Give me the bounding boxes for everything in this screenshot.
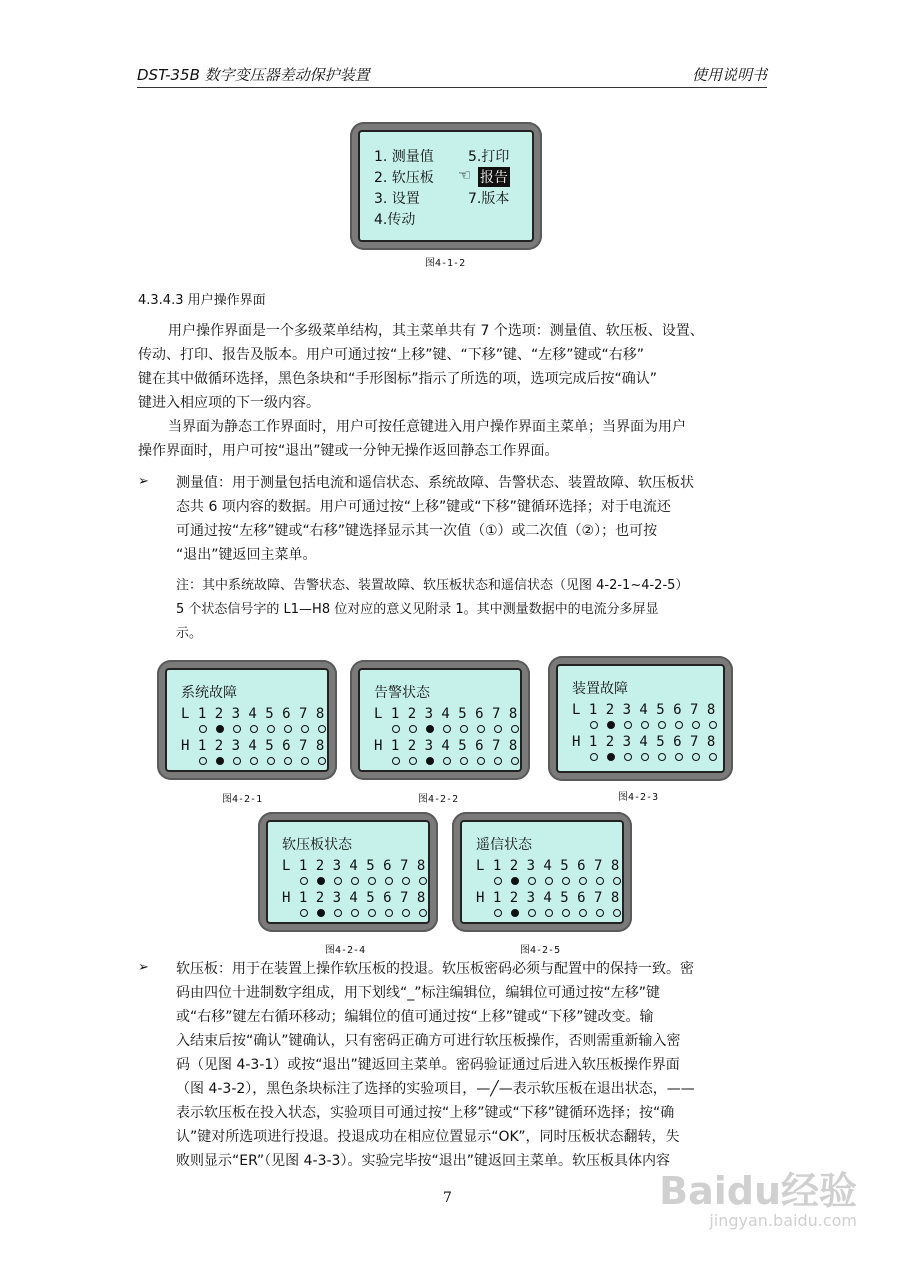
indicator-off bbox=[590, 721, 598, 729]
text-line: “退出”键返回主菜单。 bbox=[176, 547, 317, 563]
indicator-off bbox=[402, 877, 410, 885]
text-line: 软压板：用于在装置上操作软压板的投退。软压板密码必须与配置中的保持一致。密 bbox=[176, 961, 694, 977]
indicator-off bbox=[545, 877, 553, 885]
status-lcd bbox=[350, 660, 530, 780]
indicator-off bbox=[392, 757, 400, 765]
indicator-off bbox=[351, 877, 359, 885]
text-line: 示。 bbox=[176, 626, 203, 641]
lcd-screen bbox=[460, 820, 624, 924]
indicator-off bbox=[692, 721, 700, 729]
bullet-arrow-icon: ➢ bbox=[138, 960, 149, 975]
low-bits-indicators bbox=[392, 724, 528, 734]
menu-item-version: 7.版本 bbox=[468, 191, 510, 207]
indicator-off bbox=[334, 909, 342, 917]
indicator-off bbox=[528, 909, 536, 917]
status-title: 软压板状态 bbox=[282, 837, 352, 853]
indicator-off bbox=[385, 909, 393, 917]
watermark-url: jingyan.baidu.com bbox=[709, 1211, 857, 1230]
indicator-off bbox=[545, 909, 553, 917]
indicator-off bbox=[477, 757, 485, 765]
indicator-off bbox=[494, 725, 502, 733]
indicator-off bbox=[385, 877, 393, 885]
high-bits-indicators bbox=[392, 756, 528, 766]
indicator-off bbox=[301, 757, 309, 765]
indicator-off bbox=[199, 725, 207, 733]
indicator-off bbox=[443, 757, 451, 765]
header-rule bbox=[137, 87, 767, 88]
status-title: 告警状态 bbox=[374, 685, 430, 701]
indicator-off bbox=[692, 753, 700, 761]
indicator-off bbox=[392, 725, 400, 733]
indicator-on bbox=[607, 721, 615, 729]
low-bits-label: L 1 2 3 4 5 6 7 8 bbox=[181, 706, 325, 722]
low-bits-label: L 1 2 3 4 5 6 7 8 bbox=[476, 858, 620, 874]
indicator-off bbox=[596, 909, 604, 917]
indicator-off bbox=[494, 909, 502, 917]
text-line: 态共 6 项内容的数据。用户可通过按“上移”键或“下移”键循环选择；对于电流还 bbox=[176, 499, 671, 515]
figure-caption: 图4-2-1 bbox=[222, 794, 263, 805]
menu-item-settings: 3. 设置 bbox=[374, 191, 420, 207]
hand-pointer-icon: ☜ bbox=[458, 166, 472, 184]
indicator-off bbox=[460, 757, 468, 765]
text-line: 测量值：用于测量包括电流和遥信状态、系统故障、告警状态、装置故障、软压板状 bbox=[176, 475, 694, 491]
text-line: 可通过按“左移”键或“右移”键选择显示其一次值（①）或二次值（②）；也可按 bbox=[176, 523, 658, 539]
text-line: 表示软压板在投入状态，实验项目可通过按“上移”键或“下移”键循环选择；按“确 bbox=[176, 1105, 675, 1121]
low-bits-indicators bbox=[300, 876, 436, 886]
high-bits-indicators bbox=[300, 908, 436, 918]
status-title: 装置故障 bbox=[572, 681, 628, 697]
text-line: 败则显示“ER”（见图 4-3-3）。实验完毕按“退出”键返回主菜单。软压板具体内容 bbox=[176, 1153, 670, 1169]
indicator-off bbox=[590, 753, 598, 761]
watermark-logo: Baidu经验 bbox=[659, 1169, 857, 1213]
low-bits-indicators bbox=[590, 720, 726, 730]
indicator-off bbox=[709, 753, 717, 761]
indicator-off bbox=[409, 725, 417, 733]
indicator-off bbox=[419, 909, 427, 917]
text-line: 传动、打印、报告及版本。用户可通过按“上移”键、“下移”键、“左移”键或“右移” bbox=[138, 347, 645, 363]
indicator-off bbox=[318, 757, 326, 765]
indicator-off bbox=[301, 725, 309, 733]
lcd-screen bbox=[556, 664, 725, 773]
bullet-arrow-icon: ➢ bbox=[138, 474, 149, 489]
high-bits-indicators bbox=[494, 908, 630, 918]
indicator-on bbox=[216, 757, 224, 765]
lcd-screen bbox=[358, 668, 522, 772]
text-line: 用户操作界面是一个多级菜单结构，其主菜单共有 7 个选项：测量值、软压板、设置、 bbox=[168, 323, 704, 339]
indicator-off bbox=[511, 757, 519, 765]
indicator-off bbox=[419, 877, 427, 885]
high-bits-indicators bbox=[199, 756, 335, 766]
indicator-off bbox=[562, 909, 570, 917]
text-line: 当界面为静态工作界面时，用户可按任意键进入用户操作界面主菜单；当界面为用户 bbox=[168, 419, 686, 435]
status-lcd bbox=[548, 656, 733, 781]
indicator-on bbox=[426, 757, 434, 765]
indicator-off bbox=[641, 721, 649, 729]
figure-caption-4-1-2: 图4-1-2 bbox=[425, 258, 466, 269]
indicator-off bbox=[351, 909, 359, 917]
indicator-on bbox=[511, 909, 519, 917]
high-bits-indicators bbox=[590, 752, 726, 762]
header-doc-type: 使用说明书 bbox=[691, 66, 767, 84]
header-title: DST-35B 数字变压器差动保护装置 bbox=[137, 66, 370, 84]
indicator-off bbox=[284, 725, 292, 733]
indicator-off bbox=[402, 909, 410, 917]
indicator-on bbox=[317, 909, 325, 917]
indicator-off bbox=[675, 753, 683, 761]
menu-item-report: 报告 bbox=[478, 167, 510, 187]
indicator-off bbox=[267, 757, 275, 765]
indicator-off bbox=[494, 877, 502, 885]
page-header bbox=[137, 60, 767, 88]
text-line: 入结束后按“确认”键确认，只有密码正确方可进行软压板操作，否则需重新输入密 bbox=[176, 1033, 681, 1049]
indicator-off bbox=[528, 877, 536, 885]
menu-item-transmit: 4.传动 bbox=[374, 212, 416, 228]
indicator-off bbox=[199, 757, 207, 765]
low-bits-label: L 1 2 3 4 5 6 7 8 bbox=[282, 858, 426, 874]
menu-item-measure: 1. 测量值 bbox=[374, 149, 434, 165]
indicator-off bbox=[409, 757, 417, 765]
indicator-off bbox=[460, 725, 468, 733]
indicator-off bbox=[596, 877, 604, 885]
indicator-on bbox=[216, 725, 224, 733]
indicator-off bbox=[267, 725, 275, 733]
low-bits-indicators bbox=[494, 876, 630, 886]
status-lcd bbox=[258, 812, 438, 932]
indicator-off bbox=[318, 725, 326, 733]
indicator-off bbox=[250, 725, 258, 733]
text-line: （图 4-3-2），黑色条块标注了选择的实验项目，—╱—表示软压板在退出状态，—— bbox=[176, 1081, 695, 1097]
text-line: 键进入相应项的下一级内容。 bbox=[138, 395, 320, 411]
indicator-on bbox=[511, 877, 519, 885]
indicator-off bbox=[709, 721, 717, 729]
text-line: 注：其中系统故障、告警状态、装置故障、软压板状态和遥信状态（见图 4-2-1~4-2-5） bbox=[176, 578, 689, 593]
figure-caption: 图4-2-5 bbox=[520, 945, 561, 956]
indicator-off bbox=[658, 721, 666, 729]
text-line: 码由四位十进制数字组成，用下划线“_”标注编辑位，编辑位可通过按“左移”键 bbox=[176, 985, 661, 1001]
indicator-off bbox=[511, 725, 519, 733]
indicator-off bbox=[613, 877, 621, 885]
text-line: 认”键对所选项进行投退。投退成功在相应位置显示“OK”，同时压板状态翻转，失 bbox=[176, 1129, 680, 1145]
indicator-off bbox=[233, 725, 241, 733]
indicator-off bbox=[233, 757, 241, 765]
high-bits-label: H 1 2 3 4 5 6 7 8 bbox=[181, 738, 325, 754]
figure-caption: 图4-2-2 bbox=[418, 794, 459, 805]
page-number: 7 bbox=[443, 1190, 452, 1206]
section-title: 4.3.4.3 用户操作界面 bbox=[138, 293, 266, 308]
status-lcd bbox=[452, 812, 632, 932]
low-bits-indicators bbox=[199, 724, 335, 734]
menu-item-print: 5.打印 bbox=[468, 149, 510, 165]
lcd-screen bbox=[165, 668, 329, 772]
text-line: 码（见图 4-3-1）或按“退出”键返回主菜单。密码验证通过后进入软压板操作界面 bbox=[176, 1057, 680, 1073]
indicator-off bbox=[284, 757, 292, 765]
indicator-off bbox=[641, 753, 649, 761]
indicator-off bbox=[334, 877, 342, 885]
indicator-off bbox=[250, 757, 258, 765]
figure-caption: 图4-2-4 bbox=[325, 945, 366, 956]
indicator-off bbox=[658, 753, 666, 761]
indicator-off bbox=[675, 721, 683, 729]
high-bits-label: H 1 2 3 4 5 6 7 8 bbox=[476, 890, 620, 906]
indicator-on bbox=[317, 877, 325, 885]
indicator-off bbox=[579, 877, 587, 885]
indicator-on bbox=[426, 725, 434, 733]
indicator-off bbox=[368, 877, 376, 885]
status-title: 系统故障 bbox=[181, 685, 237, 701]
low-bits-label: L 1 2 3 4 5 6 7 8 bbox=[572, 702, 716, 718]
lcd-screen bbox=[266, 820, 430, 924]
indicator-off bbox=[562, 877, 570, 885]
indicator-off bbox=[494, 757, 502, 765]
indicator-off bbox=[613, 909, 621, 917]
text-line: 操作界面时，用户可按“退出”键或一分钟无操作返回静态工作界面。 bbox=[138, 443, 559, 459]
high-bits-label: H 1 2 3 4 5 6 7 8 bbox=[572, 734, 716, 750]
status-title: 遥信状态 bbox=[476, 837, 532, 853]
indicator-off bbox=[300, 877, 308, 885]
indicator-off bbox=[624, 753, 632, 761]
lcd-screen bbox=[358, 130, 534, 242]
high-bits-label: H 1 2 3 4 5 6 7 8 bbox=[282, 890, 426, 906]
text-line: 键在其中做循环选择，黑色条块和“手形图标”指示了所选的项，选项完成后按“确认” bbox=[138, 371, 658, 387]
indicator-off bbox=[443, 725, 451, 733]
menu-item-soft-plate: 2. 软压板 bbox=[374, 170, 434, 186]
figure-caption: 图4-2-3 bbox=[618, 792, 659, 803]
low-bits-label: L 1 2 3 4 5 6 7 8 bbox=[374, 706, 518, 722]
indicator-off bbox=[368, 909, 376, 917]
high-bits-label: H 1 2 3 4 5 6 7 8 bbox=[374, 738, 518, 754]
status-lcd bbox=[157, 660, 337, 780]
main-menu-lcd bbox=[350, 122, 542, 250]
indicator-off bbox=[579, 909, 587, 917]
indicator-on bbox=[607, 753, 615, 761]
text-line: 或“右移”键左右循环移动；编辑位的值可通过按“上移”键或“下移”键改变。输 bbox=[176, 1009, 654, 1025]
watermark bbox=[659, 1160, 857, 1230]
indicator-off bbox=[477, 725, 485, 733]
text-line: 5 个状态信号字的 L1—H8 位对应的意义见附录 1。其中测量数据中的电流分多屏显 bbox=[176, 602, 659, 617]
indicator-off bbox=[624, 721, 632, 729]
indicator-off bbox=[300, 909, 308, 917]
